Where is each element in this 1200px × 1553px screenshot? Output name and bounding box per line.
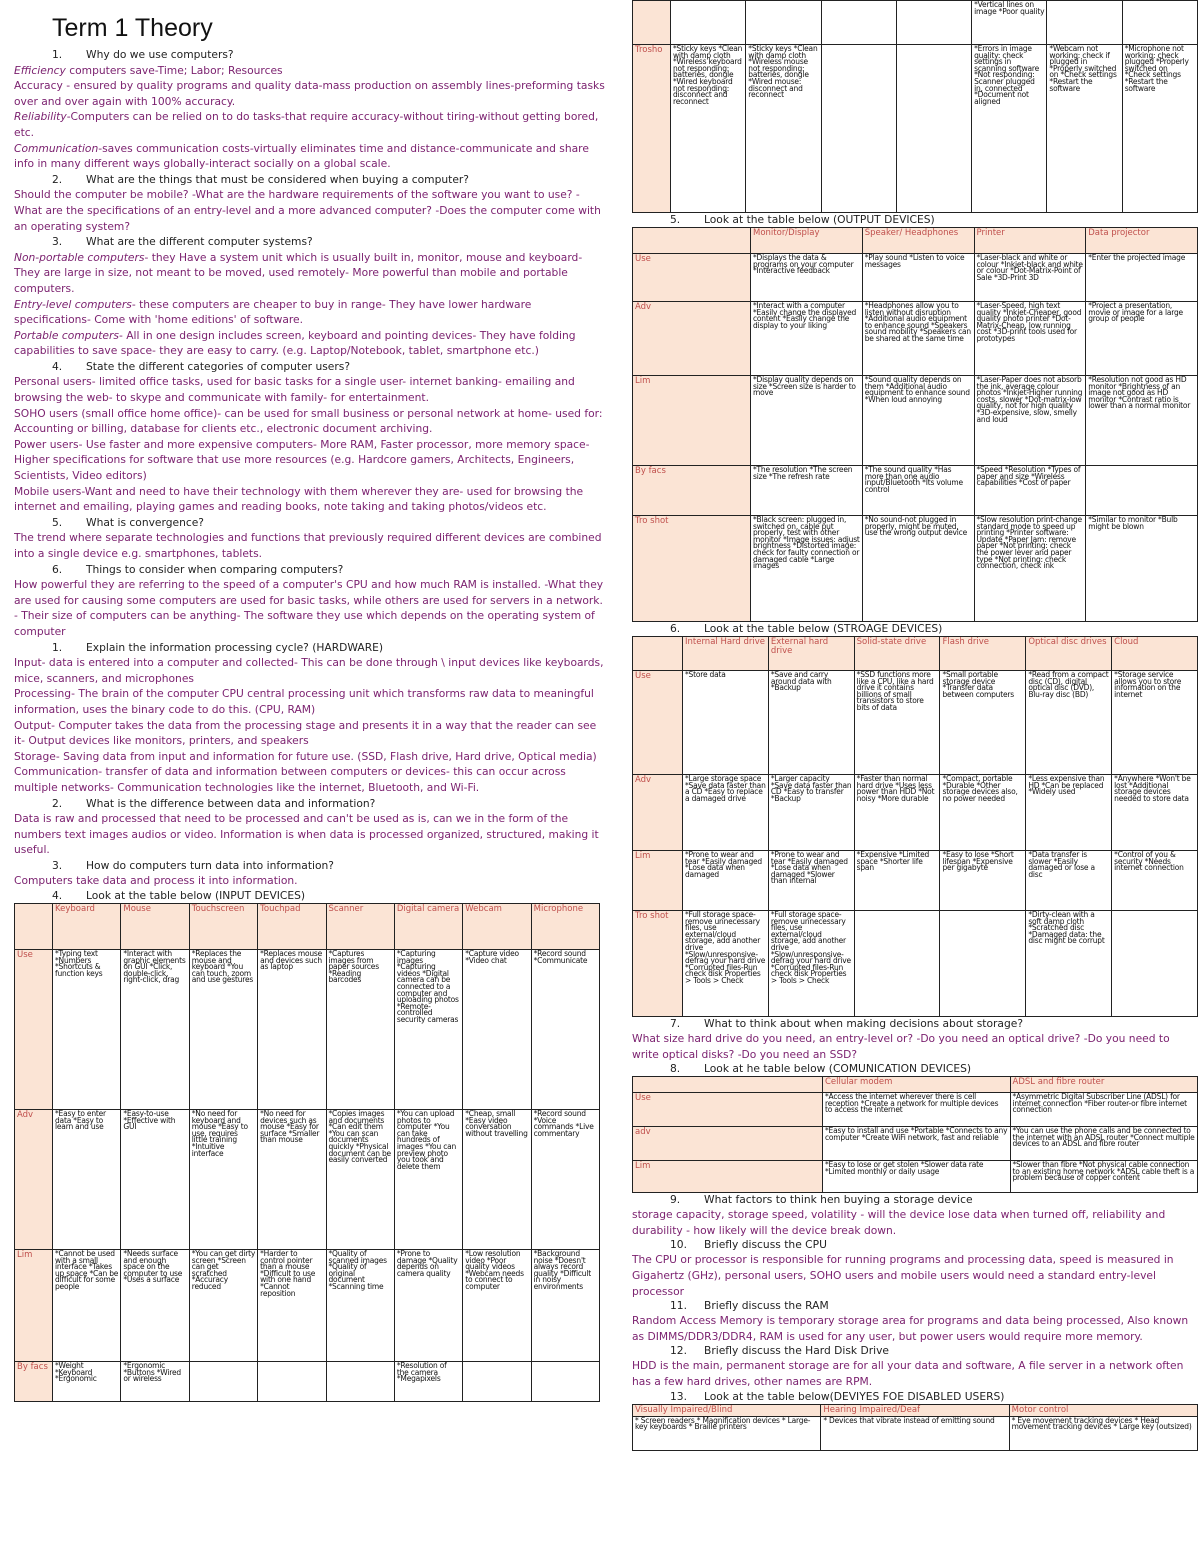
- col-hearing-impaired: Hearing Impaired/Deaf: [821, 1404, 1009, 1416]
- output-devices-table: [632, 227, 1198, 622]
- table-row: Lim *Easy to lose or get stolen *Slower data rate *Limited monthly or daily usage *Slower than fibre *Not physical cable connection to an existing home network *ADSL cable theft is a problem because of copper content: [633, 1161, 1198, 1193]
- question-6: 6. Things to consider when comparing computers?: [52, 562, 344, 576]
- col-touchpad: Touchpad: [258, 904, 326, 950]
- disabled-users-table: [632, 1404, 1198, 1451]
- communication-devices-table: [632, 1076, 1198, 1193]
- table-row: Tro shot *Full storage space-remove unnecessary files, use external/cloud storage, add another drive *Slow/unresponsive-defrag your hard drive *Corrupted files-Run check disk Properties > Tools > Check *Full storage space-remove unnecessary files, use external/cloud storage, add another drive *Slow/unresponsive-defrag your hard drive *Corrupted files-Run check disk Properties > Tools > Check *Dirty-clean with a soft damp cloth *Scratched disc *Damaged data: the disc might be corrupt: [633, 911, 1198, 1017]
- input-table-caption: 4. Look at the table below (INPUT DEVICES): [52, 889, 306, 903]
- comm-table-caption: 8. Look at he table below (COMUNICATION DEVICES): [670, 1062, 972, 1076]
- hardware-answer-3: Computers take data and process it into information.: [14, 874, 298, 888]
- table-row: Adv *Easy to enter data *Easy to learn and use *Easy-to-use *Effective with GUI *No need for keyboard and mouse *Easy to use, requires little training *Intuitive interface *No need for devices such as mouse *Easy for surface *Smaller than mouse *Copies images and documents *Can edit them *You can scan documents quickly *Physical document can be easily converted *You can upload photos to computer *You can take hundreds of images *You can preview photo you took and delete them *Cheap, small *Easy video conversation without travelling *Record sound *Voice commands *Live commentary: [15, 1110, 600, 1250]
- input-table-continued: [632, 0, 1198, 213]
- answer-2: Should the computer be mobile? -What are the hardware requirements of the software you want to use? -What are the specifications of an entry-level and a more advanced computer? -Does the computer come with an operating system?: [14, 188, 601, 233]
- table-row: Adv *Interact with a computer *Easily change the displayed content *Easily change the display to your liking *Headphones allow you to listen without disruption *Additional audio equipment to enhance sound *Speakers sound mobility *Speakers can be shared at the same time *Laser-Speed, high text quality *Inkjet-Cheaper, good quality photo printer *Dot-Matrix-Cheap, low running cost *3D-print tools used for prototypes *Project a presentation, movie or image for a large group of people: [633, 302, 1198, 376]
- col-speaker: Speaker/ Headphones: [862, 228, 974, 254]
- question-10: 10. Briefly discuss the CPU: [670, 1238, 827, 1252]
- table-row: Use *Typing text *Numbers *Shortcuts & function keys *Interact with graphic elements on GUI *Click, double-click, right-click, drag *Replaces the mouse and keyboard *You can touch, zoom and use gestures *Replaces mouse and devices such as laptop *Captures images from paper sources *Reading barcodes *Capturing images *Capturing videos *Digital camera can be connected to a computer and uploading photos *Remote-controlled security cameras *Capture video *Video chat *Record sound *Communicate: [15, 950, 600, 1110]
- answer-6: How powerful they are referring to the speed of a computer's CPU and how much RAM is installed. -What they are used for causing some computers are used for basic tasks, while others are used for servers in a network. - Their size of computers can be anything- The software they use which depends on the operating system of computer: [14, 578, 604, 638]
- col-projector: Data projector: [1086, 228, 1198, 254]
- col-optical: Optical disc drives: [1026, 637, 1112, 671]
- col-internal-hdd: Internal Hard drive: [683, 637, 769, 671]
- hardware-question-2: 2. What is the difference between data and information?: [52, 796, 376, 810]
- answer-7: What size hard drive do you need, an entry-level or? -Do you need an optical drive? -Do you need to write optical disks? -Do you need an SSD?: [632, 1032, 1170, 1061]
- col-ssd: Solid-state drive: [854, 637, 940, 671]
- hardware-question-3: 3. How do computers turn data into information?: [52, 858, 334, 872]
- table-row: Use *Displays the data & programs on your computer *Interactive feedback *Play sound *Listen to voice messages *Laser-black and white or colour *Inkjet-black and white or colour *Dot-Matrix-Point of Sale *3D-Print 3D *Enter the projected image: [633, 254, 1198, 302]
- table-row: Lim *Display quality depends on size *Screen size is harder to move *Sound quality depends on them *Additional audio equipment to enhance sound *When loud annoying *Laser-Paper does not absorb the ink, average colour photos *Inkjet-Higher running costs, slower *Dot-matrix-low quality, not for high quality *3D-expensive, slow, smelly and loud *Resolution not good as HD monitor *Brightness of an image not good as HD monitor *Contrast ratio is lower than a normal monitor: [633, 376, 1198, 466]
- col-flash: Flash drive: [940, 637, 1026, 671]
- question-11: 11. Briefly discuss the RAM: [670, 1299, 829, 1313]
- col-scanner: Scanner: [326, 904, 394, 950]
- hardware-question-1: 1. Explain the information processing cycle? (HARDWARE): [52, 640, 384, 654]
- table-row: Tro shot *Black screen: plugged in, switched on, cable put properly, test with other monitor *Image issues: adjust brightness *Distorted image: check for faulty connection or damaged cable *Large images *No sound-not plugged in properly, might be muted, use the wrong output device *Slow resolution print-change standard mode to speed up printing *Printer software: Update *Paper Jam: remove paper *Not printing: check the power lever and paper type *Not printing: check connection, check ink *Similar to monitor *Bulb might be blown: [633, 516, 1198, 622]
- storage-table-header: [633, 637, 1198, 671]
- storage-table-caption: 6. Look at the table below (STROAGE DEVICES): [670, 622, 943, 635]
- storage-devices-table: [632, 636, 1198, 1017]
- col-motor-control: Motor control: [1009, 1404, 1197, 1416]
- question-4: 4. State the different categories of computer users?: [52, 359, 351, 373]
- question-5: 5. What is convergence?: [52, 515, 204, 529]
- question-12: 12. Briefly discuss the Hard Disk Drive: [670, 1344, 889, 1358]
- input-table-header: [15, 904, 600, 950]
- col-monitor: Monitor/Display: [751, 228, 863, 254]
- col-digital-camera: Digital camera: [394, 904, 462, 950]
- question-2: 2. What are the things that must be considered when buying a computer?: [52, 172, 469, 186]
- table-row: * Screen readers * Magnification devices * Large-key keyboards * Braille printers * Devices that vibrate instead of emitting sound * Eye movement tracking devices * Head movement tracking devices * Large key (outsized): [633, 1416, 1198, 1450]
- answer-12: HDD is the main, permanent storage are for all your data and software, A file server in a network often has a few hard drives, other names are RPM.: [632, 1359, 1184, 1388]
- table-row: Adv *Large storage space *Save data faster than a CD *Easy to replace a damaged drive *Larger capacity *Save data faster than CD *Easy to transfer *Backup *Faster than normal hard drive *Uses less power than HDD *Not noisy *More durable *Compact, portable *Durable *Other storage devices also, no power needed *Less expensive than HD *Can be replaced *Widely used *Anywhere *Won't be lost *Additional storage devices needed to store data: [633, 775, 1198, 851]
- table-row: By facs *Weight *Keyboard *Ergonomic *Ergonomic *Buttons *Wired or wireless *Resolution of the camera *Megapixels: [15, 1362, 600, 1402]
- question-1: 1. Why do we use computers?: [52, 48, 234, 61]
- col-mouse: Mouse: [121, 904, 189, 950]
- answer-4: Personal users- limited office tasks, used for basic tasks for a single user- internet banking- emailing and browsing the web- to skype and communicate with family- for entertainment. SOHO users (small office home office)- can be used for small business or personal network at home- used for: Accounting or billing, database for clients etc., electronic document archiving. Power users- Use faster and more expensive computers- More RAM, Faster processor, more memory space- Higher specifications for software that use more resources (e.g. Hardcore gamers, Architects, Engineers, Scientists, Video editors) Mobile users-Want and need to have their technology with them wherever they are- used for browsing the internet and emailing, playing games and reading books, note taking and taking photos/videos etc.: [14, 375, 603, 514]
- col-touchscreen: Touchscreen: [189, 904, 257, 950]
- question-13: 13. Look at the table below(DEVIYES FOE DISABLED USERS): [670, 1389, 1005, 1403]
- answer-3: Non-portable computers- they Have a system unit which is usually built in, monitor, mouse and keyboard- They are large in size, not meant to be moved, used remotely- More powerful than mobile and portable computers. Entry-level computers- these computers are cheaper to buy in range- They have lower hardware specifications- Come with 'home editions' of software. Portable computers- All in one design includes screen, keyboard and pointing devices- They have folding capabilities to save space- they are easy to carry. (e.g. Laptop/Notebook, tablet, smartphone etc.): [14, 250, 583, 358]
- table-row: Lim *Cannot be used with a small interface *Takes up space *Can be difficult for some people *Needs surface and enough space on the computer to use *Uses a surface *You can get dirty screen *Screen can get scratched *Accuracy reduced *Harder to control pointer than a mouse *Difficult to use with one hand *Cannot reposition *Quality of scanned images *Quality of original document *Scanning time *Prone to damage *Quality depends on camera quality *Low resolution video *Poor quality videos *Webcam needs to connect to computer *Background noise *Doesn't always record quality *Difficult in noisy environments: [15, 1250, 600, 1362]
- left-column: [14, 0, 606, 1553]
- col-webcam: Webcam: [463, 904, 531, 950]
- hardware-answer-2: Data is raw and processed that need to be processed and can't be used as is, can we in the form of the numbers text images audios or video. Information is when data is processed organized, structured, making it useful.: [14, 812, 599, 857]
- answer-10: The CPU or processor is responsible for running programs and processing data, speed is measured in Gigahertz (GHz), personal users, SOHO users and mobile users would need a standard entry-level processor: [632, 1253, 1174, 1298]
- col-cellular-modem: Cellular modem: [823, 1077, 1011, 1093]
- col-keyboard: Keyboard: [53, 904, 121, 950]
- table-row: Use *Store data *Save and carry around data with *Backup *SSD functions more like a CPU, like a hard drive it contains billions of small transistors to store bits of data *Small portable storage device *Transfer data between computers *Read from a compact disc (CD), digital optical disc (DVD), Blu-ray disc (BD) *Storage service allows you to store information on the internet: [633, 671, 1198, 775]
- table-row: Trosho *Sticky keys *Clean with damp cloth *Wireless keyboard not responding: batteries, dongle *Wired keyboard not responding: disconnect and reconnect *Sticky keys *Clean with damp cloth *Wireless mouse not responding: batteries, dongle *Wired mouse: disconnect and reconnect *Errors in image quality: check settings in scanning software *Not responding: Scanner plugged in, connected *Document not aligned *Webcam not working: check if plugged in *Properly switched on *Check settings *Restart the software *Microphone not working: check plugged *Properly switched on *Check settings *Restart the software: [633, 45, 1198, 213]
- disabled-table-header: [633, 1404, 1198, 1416]
- question-7: 7. What to think about when making decisions about storage?: [670, 1017, 1023, 1030]
- question-9: 9. What factors to think hen buying a storage device: [670, 1193, 973, 1207]
- input-devices-table: [14, 903, 600, 1402]
- output-table-caption: 5. Look at the table below (OUTPUT DEVICES): [670, 213, 935, 226]
- table-row: Lim *Prone to wear and tear *Easily damaged *Lose data when damaged *Prone to wear and tear *Easily damaged *Lose data when damaged *Slower than internal *Expensive *Limited space *Shorter life span *Easy to lose *Short lifespan *Expensive per gigabyte *Data transfer is slower *Easily damaged or lose a disc *Control of you & security *Needs internet connection: [633, 851, 1198, 911]
- col-cloud: Cloud: [1112, 637, 1198, 671]
- table-row: By facs *The resolution *The screen size *The refresh rate *The sound quality *Has more than one audio input/Bluetooth *Its volume control *Speed *Resolution *Types of paper and size *Wireless capabilities *Cost of paper: [633, 466, 1198, 516]
- answer-1: Efficiency computers save-Time; Labor; Resources Accuracy - ensured by quality programs and quality data-mass production on assembly lines-preforming tasks over and over again with 100% accuracy. Reliability-Computers can be relied on to do tasks-that require accuracy-without tiring-without getting bored, etc. Communication-saves communication costs-virtually eliminates time and distance-communicate and share info in many different ways globally-interact socially on a global scale.: [14, 63, 605, 171]
- col-printer: Printer: [974, 228, 1086, 254]
- col-visually-impaired: Visually Impaired/Blind: [633, 1404, 821, 1416]
- table-row: *Vertical lines on image *Poor quality: [633, 1, 1198, 45]
- col-adsl-router: ADSL and fibre router: [1010, 1077, 1198, 1093]
- comm-table-header: [633, 1077, 1198, 1093]
- right-column: [632, 0, 1198, 1553]
- table-row: Use *Access the internet wherever there is cell reception *Create a network for multiple devices to access the internet *Asymmetric Digital Subscriber Line (ADSL) for internet connection *Fiber router-or fibre internet connection: [633, 1093, 1198, 1127]
- output-table-header: [633, 228, 1198, 254]
- hardware-answer-1: Input- data is entered into a computer and collected- This can be done through \ input devices like keyboards, mice, scanners, and microphones Processing- The brain of the computer CPU central processing unit which transforms raw data to meaningful information, uses the binary code to do this. (CPU, RAM) Output- Computer takes the data from the processing stage and presents it in a way that the reader can see it- Output devices like monitors, printers, and speakers Storage- Saving data from input and information for future use. (SSD, Flash drive, Hard drive, Optical media) Communication- transfer of data and information between computers or devices- this can occur across multiple networks- Communication technologies like the internet, Bluetooth, and Wi-Fi.: [14, 656, 604, 794]
- question-3: 3. What are the different computer systems?: [52, 235, 313, 249]
- col-microphone: Microphone: [531, 904, 599, 950]
- col-external-hdd: External hard drive: [768, 637, 854, 671]
- table-row: adv *Easy to install and use *Portable *Connects to any computer *Create WiFi network, fast and reliable *You can use the phone calls and be connected to the internet with an ADSL router *Connect multiple devices to an ADSL and fibre router: [633, 1127, 1198, 1161]
- page-title: Term 1 Theory: [52, 14, 213, 42]
- answer-5: The trend where separate technologies and functions that previously required different devices are combined into a single device e.g. smartphones, tablets.: [14, 531, 602, 560]
- answer-9: storage capacity, storage speed, volatility - will the device lose data when turned off, reliability and durability - how likely will the device break down.: [632, 1208, 1166, 1237]
- answer-11: Random Access Memory is temporary storage area for programs and data being processed, Also known as DIMMS/DDR3/DDR4, RAM is used for any user, but power users would require more memory.: [632, 1314, 1189, 1343]
